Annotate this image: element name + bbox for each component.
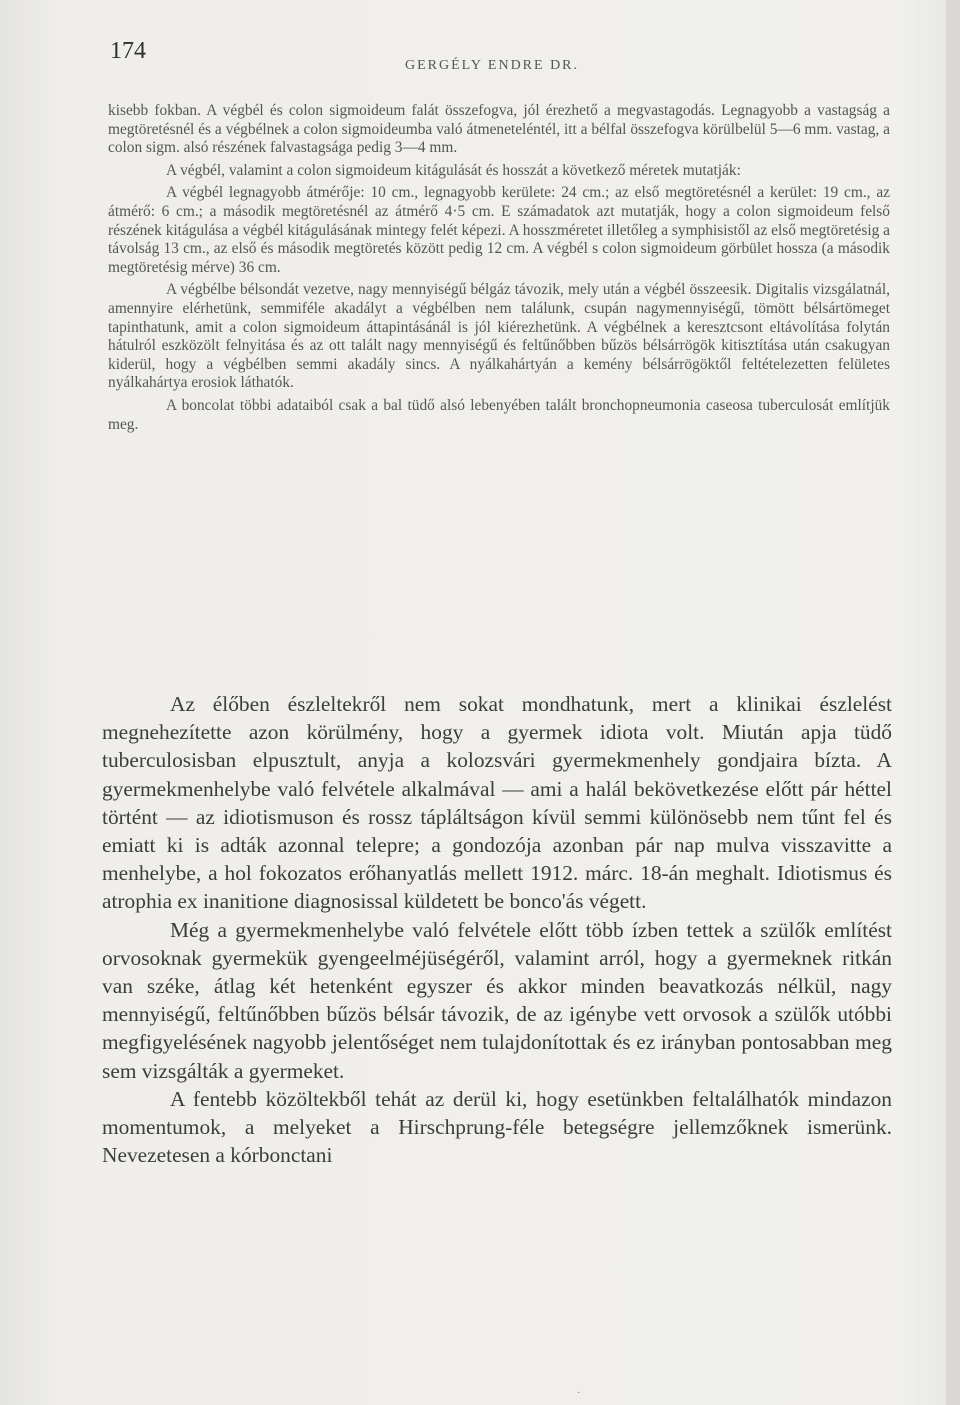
page-number: 174 xyxy=(110,38,146,64)
running-title: GERGÉLY ENDRE DR. xyxy=(405,58,580,73)
paragraph: A végbél, valamint a colon sigmoideum kitágulását és hosszát a következő méretek mutatják: xyxy=(166,161,741,179)
paragraph: A fentebb közöltekből tehát az derül ki, hogy esetünkben feltalálhatók mindazon momentumok, a melyeket a Hirschprung-féle betegségre jellemzőknek ismerünk. Nevezetesen a kórbonctani xyxy=(102,1086,892,1168)
paragraph: A boncolat többi adataiból csak a bal tüdő alsó lebenyében talált bronchopneumonia caseosa tuberculosát említjük meg. xyxy=(108,396,890,433)
paragraph: Még a gyermekmenhelybe való felvétele előtt több ízben tettek a szülők említést orvosoknak gyermekük gyengeelméjüségéről, valamint arról, hogy a gyermeknek ritkán van széke, átlag két hetenként egyszer és akkor minden beavatkozás nélkül, nagy mennyiségű, feltűnőbben bűzös bélsár távozik, de az igénybe vett orvosok a szülők utóbbi megfigyelésének nagyobb jelentőséget nem tulajdonítottak és ez irányban pontosabban meg sem vizsgálták a gyermeket. xyxy=(102,917,892,1083)
paragraph: kisebb fokban. A végbél és colon sigmoideum falát összefogva, jól érezhető a megvastagodás. Legnagyobb a vastagság a megtöretésnél és a végbélnek a colon sigmoideumba való átmeneteléntél, itt a bélfal összefogva körülbelül 5—6 mm. vastag, a colon sigm. alsó részének falvastagsága pedig 3—4 mm. xyxy=(108,102,890,157)
small-print-section xyxy=(108,102,890,438)
main-text-section xyxy=(102,690,892,1169)
paragraph: A végbél legnagyobb átmérője: 10 cm., legnagyobb kerülete: 24 cm.; az első megtöretésnél a kerület: 19 cm., az átmérő: 6 cm.; a második megtöretésnél az átmérő 4·5 cm. E számadatok azt mutatják, hogy a colon sigmoideum felső részének kitágulása a végbél kitágulásának mintegy felét képezi. A hosszméretet illetőleg a symphisistől az első megtöretésig a távolság 13 cm., az első és második megtöretés között pedig 12 cm. A végbél s colon sigmoideum görbület hossza (a második megtöretésig mérve) 36 cm. xyxy=(108,184,890,276)
paragraph: Az élőben észleltekről nem sokat mondhatunk, mert a klinikai észlelést megnehezítette azon körülmény, hogy a gyermek idiota volt. Miután apja tüdő tuberculosisban elpusztult, anyja a kolozsvári gyermekmenhely gondjaira bízta. A gyermekmenhelybe való felvétele alkalmával — ami a halál bekövetkezése előtt pár héttel történt — az idiotismuson és rossz tápláltságon kívül semmi különösebb nem tűnt fel és emiatt ki is adták azonnal telepre; a gondozója azonban pár nap mulva visszavitte a menhelybe, a hol fokozatos erőhanyatlás mellett 1912. márc. 18-án meghalt. Idiotismus és atrophia ex inanitione diagnosissal küldetett be bonco'ás végett. xyxy=(102,692,892,914)
print-mark: · xyxy=(577,1388,581,1399)
page-edge xyxy=(946,0,960,1405)
paragraph: A végbélbe bélsondát vezetve, nagy mennyiségű bélgáz távozik, mely után a végbél összeesik. Digitalis vizsgálatnál, amennyire elérhetünk, semmiféle akadályt a végbélben nem találunk, csupán nagymennyiségű, tömött bélsártömeget tapinthatunk, amit a colon sigmoideum áttapintásánál is jól kiérezhetünk. A végbélnek a keresztcsont eltávolítása folytán hátulról eszközölt felnyitása és az ott talált nagy mennyiségű és feltűnőbben bűzös bélsárrögök kitisztítása után csakugyan kiderül, hogy a végbélben semmi akadály sincs. A nyálkahártyán a kemény bélsárrögöktől feltételezetten felületes nyálkahártya erosiok láthatók. xyxy=(108,281,890,392)
